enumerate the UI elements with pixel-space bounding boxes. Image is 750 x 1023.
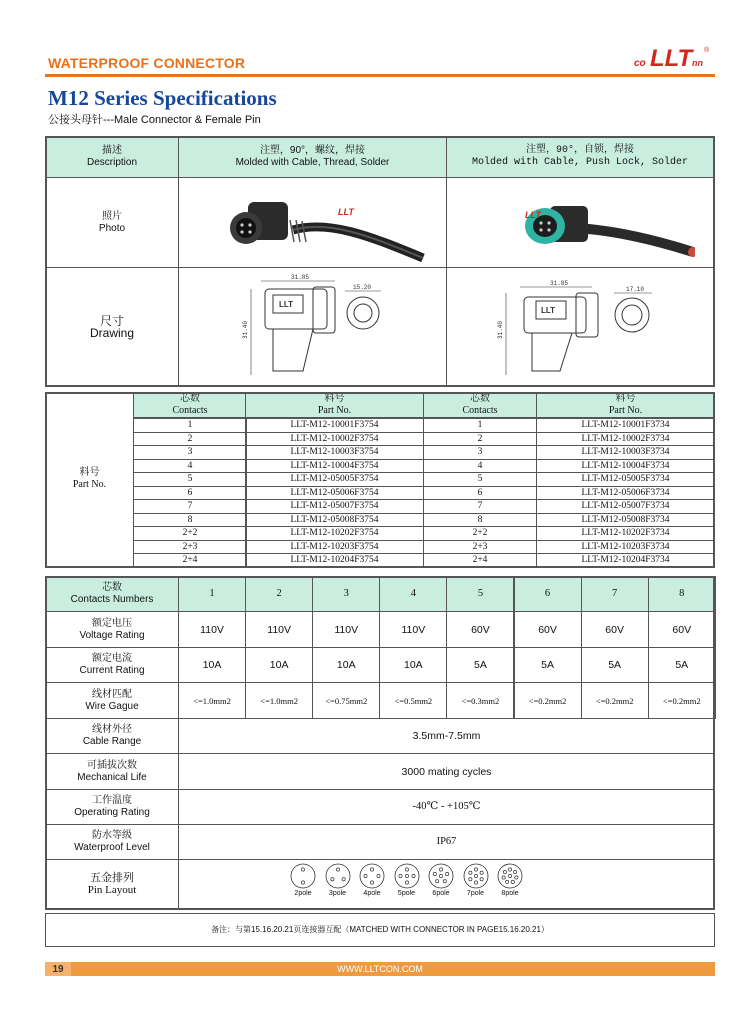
right-contacts-cell: 6 [423,486,537,501]
wire-gauge-value: <=1.0mm2 [245,682,313,719]
matching-note: 备注：与第15.16.20.21页连接器互配（MATCHED WITH CONNECTOR IN PAGE15.16.20.21） [45,913,715,947]
left-part-number-cell: LLT-M12-10202F3754 [245,526,424,541]
current-rating-label: 额定电流 Current Rating [45,647,179,683]
right-part-number-cell: LLT-M12-05008F3734 [536,513,715,528]
pin-layout-caption: 3pole [328,890,347,897]
right-part-number-cell: LLT-M12-10003F3734 [536,445,715,460]
wire-gauge-value: <=0.2mm2 [514,682,582,719]
right-contacts-cell: 2 [423,432,537,447]
pin-layout-caption: 7pole [466,890,485,897]
electrical-table-frame [45,576,715,910]
right-part-number-cell: LLT-M12-10203F3734 [536,540,715,555]
voltage-rating-value: 60V [581,611,649,648]
website-link[interactable]: WWW.LLTCON.COM [337,964,423,974]
right-part-number-cell: LLT-M12-10001F3734 [536,418,715,433]
left-contacts-cell: 4 [133,459,247,474]
wire-gauge-value: <=0.2mm2 [581,682,649,719]
voltage-rating-value: 60V [648,611,716,648]
part-no-label: 料号 Part No. [45,392,134,567]
left-contacts-cell: 2+2 [133,526,247,541]
current-rating-value: 10A [178,647,246,683]
voltage-rating-label: 额定电压 Voltage Rating [45,611,179,648]
mechanical-life-value: 3000 mating cycles [178,753,715,790]
svg-text:LLT: LLT [278,299,293,309]
svg-text:15.20: 15.20 [352,283,371,291]
contacts-number-value: 8 [648,576,716,612]
svg-text:®: ® [704,47,710,54]
contacts-number-value: 1 [178,576,246,612]
part-table-header: 芯数 Contacts [423,392,537,418]
wire-gauge-value: <=0.3mm2 [446,682,514,719]
header-rule [45,74,715,77]
current-rating-value: 10A [312,647,380,683]
description-label: 描述 Description [45,136,179,178]
left-contacts-cell: 2 [133,432,247,447]
svg-text:LLT: LLT [541,305,556,315]
voltage-rating-value: 60V [514,611,582,648]
right-part-number-cell: LLT-M12-10204F3734 [536,553,715,568]
left-part-number-cell: LLT-M12-05007F3754 [245,499,424,514]
left-part-number-cell: LLT-M12-10004F3754 [245,459,424,474]
voltage-rating-value: 110V [312,611,380,648]
cable-range-value: 3.5mm-7.5mm [178,718,715,754]
contacts-number-label: 芯数 Contacts Numbers [45,576,179,612]
left-contacts-cell: 5 [133,472,247,487]
left-contacts-cell: 8 [133,513,247,528]
left-contacts-cell: 6 [133,486,247,501]
pin-layout-caption: 2pole [294,890,312,897]
svg-text:LLT: LLT [525,210,541,220]
left-contacts-cell: 3 [133,445,247,460]
left-contacts-cell: 1 [133,418,247,433]
part-table-frame [45,392,715,568]
page-title: M12 Series Specifications [48,86,277,110]
current-rating-value: 5A [514,647,582,683]
voltage-rating-value: 110V [379,611,447,648]
right-part-number-cell: LLT-M12-05007F3734 [536,499,715,514]
left-part-number-cell: LLT-M12-05008F3754 [245,513,424,528]
pin-layout-caption: 8pole [501,890,519,897]
pin-layout-label: 五金排列 Pin Layout [45,859,179,909]
left-contacts-cell: 2+4 [133,553,247,568]
current-rating-value: 5A [581,647,649,683]
contacts-number-value: 4 [379,576,447,612]
part-table-header: 料号 Part No. [536,392,715,418]
left-part-number-cell: LLT-M12-10204F3754 [245,553,424,568]
current-rating-value: 5A [446,647,514,683]
right-contacts-cell: 8 [423,513,537,528]
current-rating-value: 10A [245,647,313,683]
right-contacts-cell: 3 [423,445,537,460]
wire-gauge-value: <=1.0mm2 [178,682,246,719]
right-contacts-cell: 2+4 [423,553,537,568]
svg-text:nn: nn [692,58,703,68]
contacts-number-value: 5 [446,576,514,612]
svg-text:co: co [634,58,646,69]
pin-layout-caption: 5pole [397,890,416,897]
right-contacts-cell: 2+2 [423,526,537,541]
right-contacts-cell: 2+3 [423,540,537,555]
operating-rating-value: -40℃ - +105℃ [178,789,715,825]
right-contacts-cell: 4 [423,459,537,474]
right-part-number-cell: LLT-M12-05006F3734 [536,486,715,501]
waterproof-level-value: IP67 [178,824,715,860]
drawing-label: 尺寸 Drawing [45,267,179,386]
photo-label: 照片 Photo [45,177,179,268]
left-part-number-cell: LLT-M12-10003F3754 [245,445,424,460]
llt-logo [632,44,712,70]
current-rating-value: 5A [648,647,716,683]
mechanical-life-label: 可插拔次数 Mechanical Life [45,753,179,790]
current-rating-value: 10A [379,647,447,683]
left-part-number-cell: LLT-M12-05005F3754 [245,472,424,487]
svg-text:LLT: LLT [337,207,354,217]
page-number: 19 [45,962,71,976]
variant1-description: 注塑，90°，螺纹，焊接 Molded with Cable, Thread, Solder [178,136,447,178]
voltage-rating-value: 60V [446,611,514,648]
contacts-number-value: 7 [581,576,649,612]
svg-text:17.10: 17.10 [626,285,645,293]
right-part-number-cell: LLT-M12-05005F3734 [536,472,715,487]
right-contacts-cell: 5 [423,472,537,487]
part-table-header: 芯数 Contacts [133,392,247,418]
contacts-number-value: 3 [312,576,380,612]
left-part-number-cell: LLT-M12-10203F3754 [245,540,424,555]
page-subtitle: 公接头母针---Male Connector & Female Pin [48,114,261,126]
svg-text:31.40: 31.40 [241,320,249,339]
variant2-description: 注塑，90°，自锁，焊接 Molded with Cable, Push Lock, Solder [446,136,714,178]
wire-gauge-value: <=0.75mm2 [312,682,380,719]
right-part-number-cell: LLT-M12-10002F3734 [536,432,715,447]
waterproof-level-label: 防水等级 Waterproof Level [45,824,179,860]
svg-text:LLT: LLT [650,45,693,70]
contacts-number-value: 2 [245,576,313,612]
top-table-frame [45,136,715,387]
wire-gauge-value: <=0.5mm2 [379,682,447,719]
svg-text:31.85: 31.85 [290,273,309,281]
wire-gauge-label: 线材匹配 Wire Gague [45,682,179,719]
wire-gauge-value: <=0.2mm2 [648,682,716,719]
voltage-rating-value: 110V [245,611,313,648]
right-contacts-cell: 7 [423,499,537,514]
left-contacts-cell: 7 [133,499,247,514]
operating-rating-label: 工作温度 Operating Rating [45,789,179,825]
left-part-number-cell: LLT-M12-10002F3754 [245,432,424,447]
left-contacts-cell: 2+3 [133,540,247,555]
svg-text:31.40: 31.40 [497,320,504,339]
contacts-number-value: 6 [514,576,582,612]
category-title: WATERPROOF CONNECTOR [48,55,246,71]
right-part-number-cell: LLT-M12-10202F3734 [536,526,715,541]
svg-text:31.85: 31.85 [550,279,569,287]
left-part-number-cell: LLT-M12-10001F3754 [245,418,424,433]
part-table-header: 料号 Part No. [245,392,424,418]
left-part-number-cell: LLT-M12-05006F3754 [245,486,424,501]
pin-layout-caption: 4pole [363,890,381,897]
voltage-rating-value: 110V [178,611,246,648]
right-part-number-cell: LLT-M12-10004F3734 [536,459,715,474]
pin-layout-caption: 6pole [432,890,450,897]
right-contacts-cell: 1 [423,418,537,433]
cable-range-label: 线材外径 Cable Range [45,718,179,754]
